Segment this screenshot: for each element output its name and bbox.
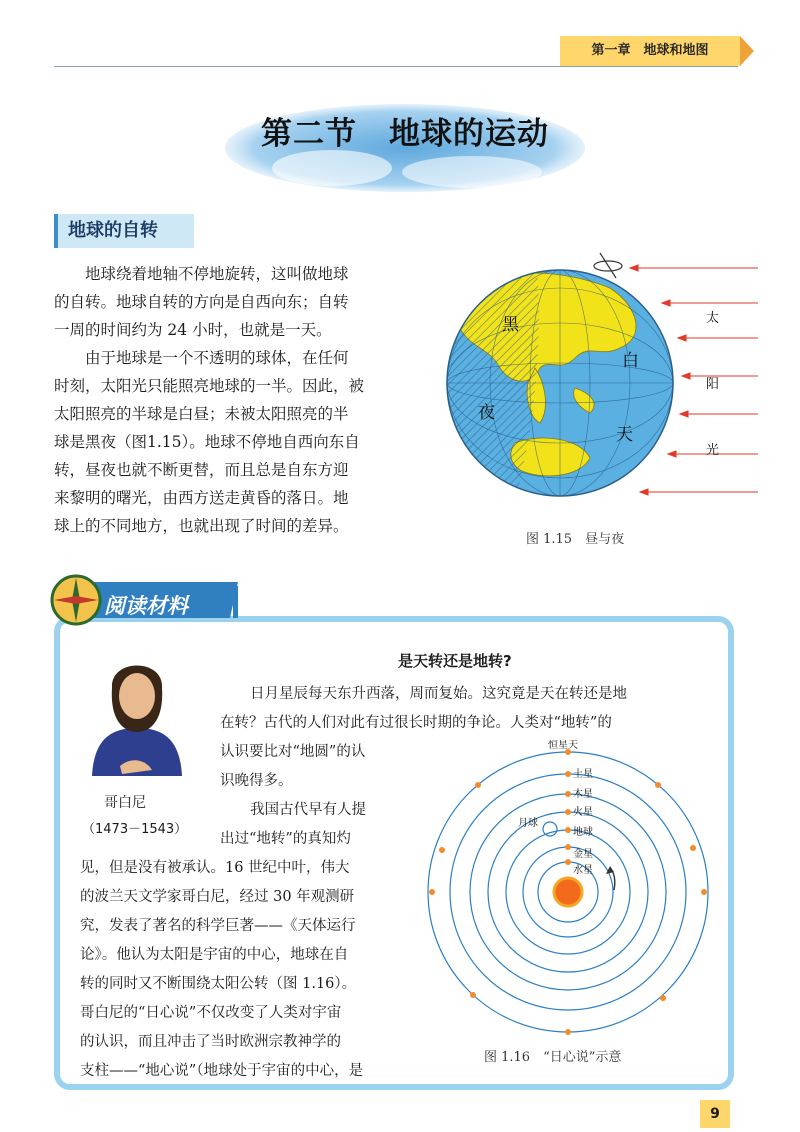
sun-icon [554, 878, 582, 906]
reading-line: 见，但是没有被承认。16 世纪中叶，伟大 [80, 860, 350, 876]
header-rule [54, 66, 738, 67]
body-text [54, 260, 434, 540]
label-night-2: 夜 [478, 403, 495, 423]
reading-line: 认识要比对“地圆”的认 [220, 744, 366, 760]
text-line: 由于地球是一个不透明的球体，在任何 [85, 349, 349, 367]
heliocentric-diagram [418, 740, 718, 1040]
globe-day-night-figure [440, 248, 760, 518]
label-night-1: 黑 [502, 315, 519, 335]
label-sun-1: 太 [706, 311, 720, 326]
page-number: 9 [700, 1100, 730, 1128]
section-tag: 地球的自转 [54, 214, 194, 248]
reading-heading: 是天转还是地转? [398, 652, 512, 670]
chapter-tab: 第一章 地球和地图 [560, 36, 740, 66]
label-jupiter: 木星 [573, 789, 593, 800]
page-title: 第二节 地球的运动 [261, 116, 549, 152]
label-sun-3: 光 [706, 443, 720, 458]
figure-1-15-caption: 图 1.15 昼与夜 [526, 532, 625, 547]
reading-line: 我国古代早有人提 [250, 802, 366, 818]
reading-line: 转的同时又不断围绕太阳公转（图 1.16）。 [80, 976, 357, 992]
text-line: 球是黑夜（图1.15）。地球不停地自西向东自 [54, 433, 360, 451]
reading-line: 哥白尼的“日心说”不仅改变了人类对宇宙 [80, 1005, 342, 1021]
label-sun-2: 阳 [706, 377, 720, 392]
label-stars: 恒星天 [548, 740, 578, 751]
text-line: 地球绕着地轴不停地旋转，这叫做地球 [85, 265, 349, 283]
text-line: 太阳照亮的半球是白昼；未被太阳照亮的半 [54, 405, 349, 423]
reading-line: 日月星辰每天东升西落，周而复始。这究竟是天在转还是地 [250, 686, 627, 702]
label-day-2: 天 [616, 425, 633, 445]
label-mars: 火星 [573, 807, 593, 818]
portrait-years: （1473－1543） [82, 822, 188, 837]
chapter-arrow-icon [740, 36, 754, 66]
reading-line: 的认识，而且冲击了当时欧洲宗教神学的 [80, 1034, 341, 1050]
text-line: 来黎明的曙光，由西方送走黄昏的落日。地 [54, 489, 349, 507]
label-earth: 地球 [573, 827, 593, 838]
label-venus: 金星 [573, 849, 593, 860]
reading-line: 在转？古代的人们对此有过很长时期的争论。人类对“地转”的 [220, 715, 612, 731]
reading-label: 阅读材料 [104, 594, 188, 618]
copernicus-portrait [82, 648, 192, 776]
reading-line: 论》。他认为太阳是宇宙的中心，地球在自 [80, 947, 349, 963]
text-line: 球上的不同地方，也就出现了时间的差异。 [54, 517, 349, 535]
reading-line: 的波兰天文学家哥白尼，经过 30 年观测研 [80, 889, 355, 905]
label-mercury: 水星 [573, 865, 593, 876]
label-moon: 月球 [518, 818, 538, 829]
label-saturn: 土星 [573, 769, 593, 780]
label-day-1: 白 [622, 351, 639, 371]
reading-line: 出过“地转”的真知灼 [220, 831, 351, 847]
text-line: 一周的时间约为 24 小时，也就是一天。 [54, 321, 332, 339]
reading-line: 识晚得多。 [220, 773, 293, 789]
reading-line: 支柱——“地心说”（地球处于宇宙的中心，是 [80, 1063, 364, 1079]
figure-1-16-caption: 图 1.16 “日心说”示意 [484, 1050, 622, 1065]
portrait-name: 哥白尼 [104, 795, 146, 811]
reading-line: 究，发表了著名的科学巨著——《天体运行 [80, 918, 356, 934]
text-line: 的自转。地球自转的方向是自西向东；自转 [54, 293, 349, 311]
text-line: 转，昼夜也就不断更替，而且总是自东方迎 [54, 461, 349, 479]
text-line: 时刻，太阳光只能照亮地球的一半。因此，被 [54, 377, 365, 395]
